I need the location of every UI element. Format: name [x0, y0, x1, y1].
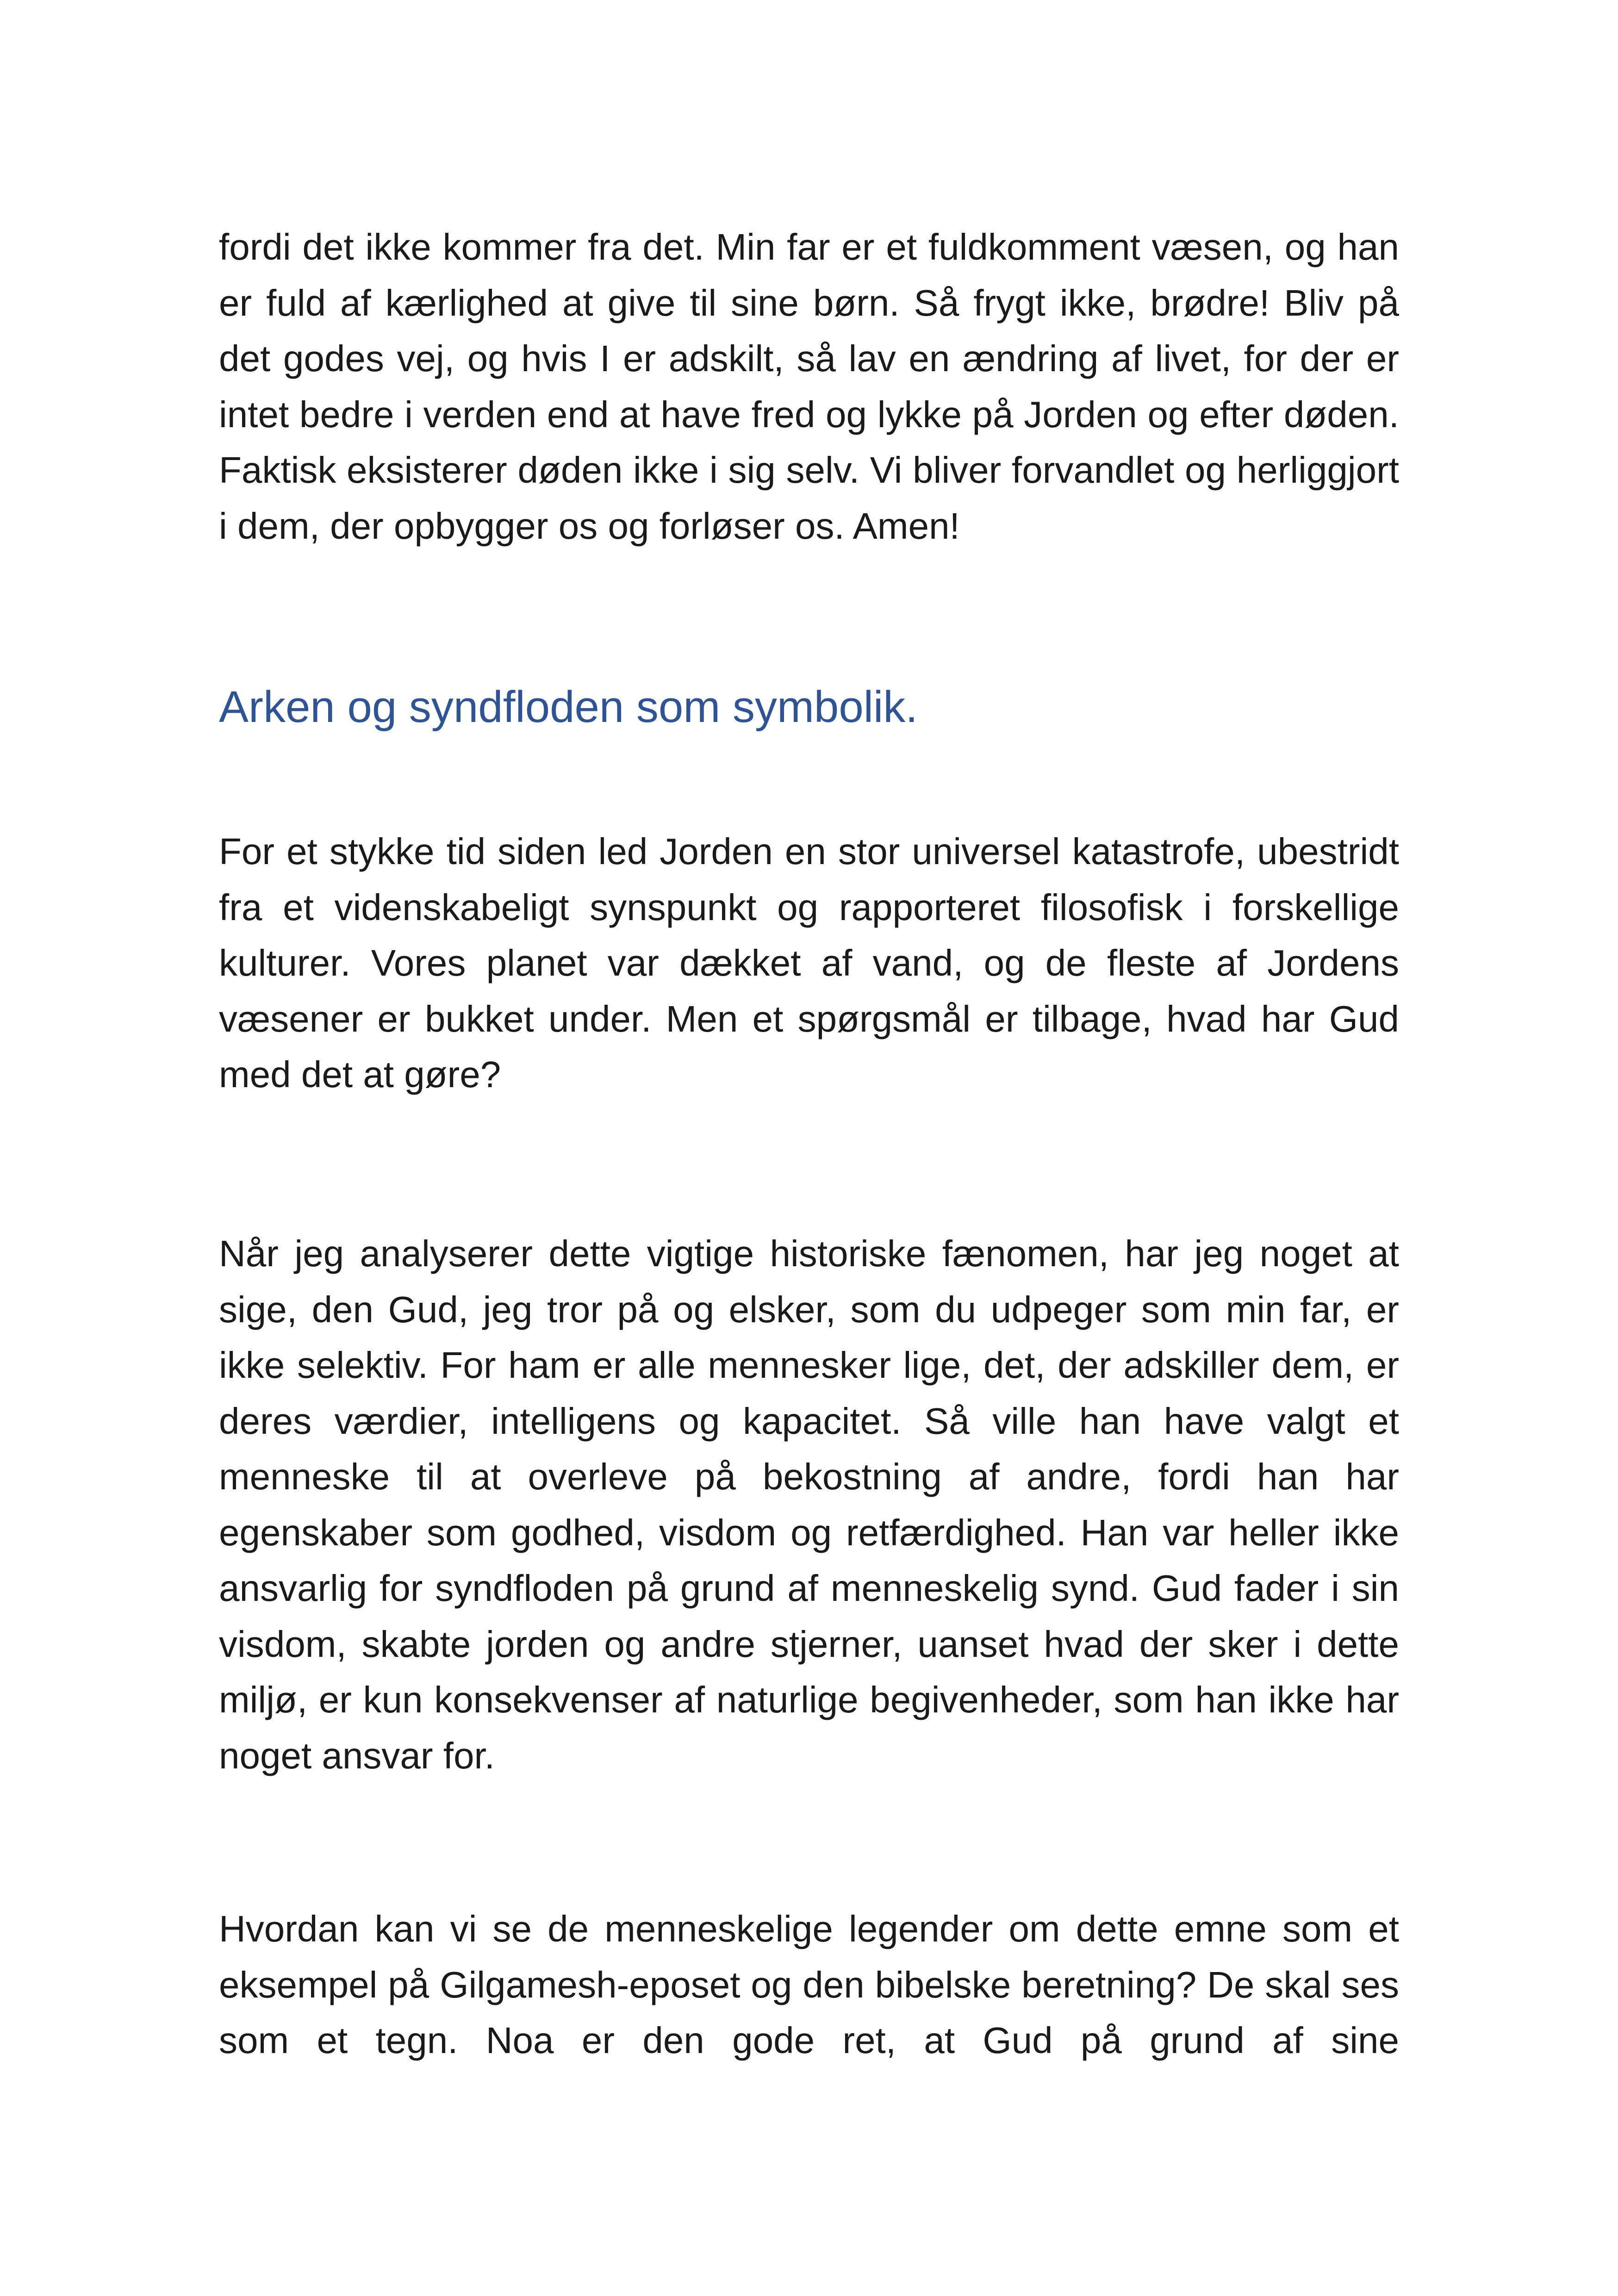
- intro-paragraph: fordi det ikke kommer fra det. Min far er et fuldkomment væsen, og han er fuld af kærlighed at give til sine børn. Så frygt ikke, brødre! Bliv på det godes vej, og hvis I er adskilt, så lav en ændring af livet, for der er intet bedre i verden end at have fred og lykke på Jorden og efter døden. Faktisk eksisterer døden ikke i sig selv. Vi bliver forvandlet og herliggjort i dem, der opbygger os og forløser os. Amen!: [219, 226, 1399, 547]
- body-paragraph: For et stykke tid siden led Jorden en stor universel katastrofe, ubestridt fra et videnskabeligt synspunkt og rapporteret filosofisk i forskellige kulturer. Vores planet var dækket af vand, og de fleste af Jordens væsener er bukket under. Men et spørgsmål er tilbage, hvad har Gud med det at gøre?: [219, 831, 1399, 1095]
- body-paragraph: Når jeg analyserer dette vigtige historiske fænomen, har jeg noget at sige, den Gud, jeg tror på og elsker, som du udpeger som min far, er ikke selektiv. For ham er alle mennesker lige, det, der adskiller dem, er deres værdier, intelligens og kapacitet. Så ville han have valgt et menneske til at overleve på bekostning af andre, fordi han har egenskaber som godhed, visdom og retfærdighed. Han var heller ikke ansvarlig for syndfloden på grund af menneskelig synd. Gud fader i sin visdom, skabte jorden og andre stjerner, uanset hvad der sker i dette miljø, er kun konsekvenser af naturlige begivenheder, som han ikke har noget ansvar for.: [219, 1233, 1399, 1776]
- section-heading: Arken og syndfloden som symbolik.: [219, 682, 918, 732]
- body-paragraph: Hvordan kan vi se de menneskelige legender om dette emne som et eksempel på Gilgamesh-eposet og den bibelske beretning? De skal ses som et tegn. Noa er den gode ret, at Gud på grund af sine: [219, 1908, 1399, 2061]
